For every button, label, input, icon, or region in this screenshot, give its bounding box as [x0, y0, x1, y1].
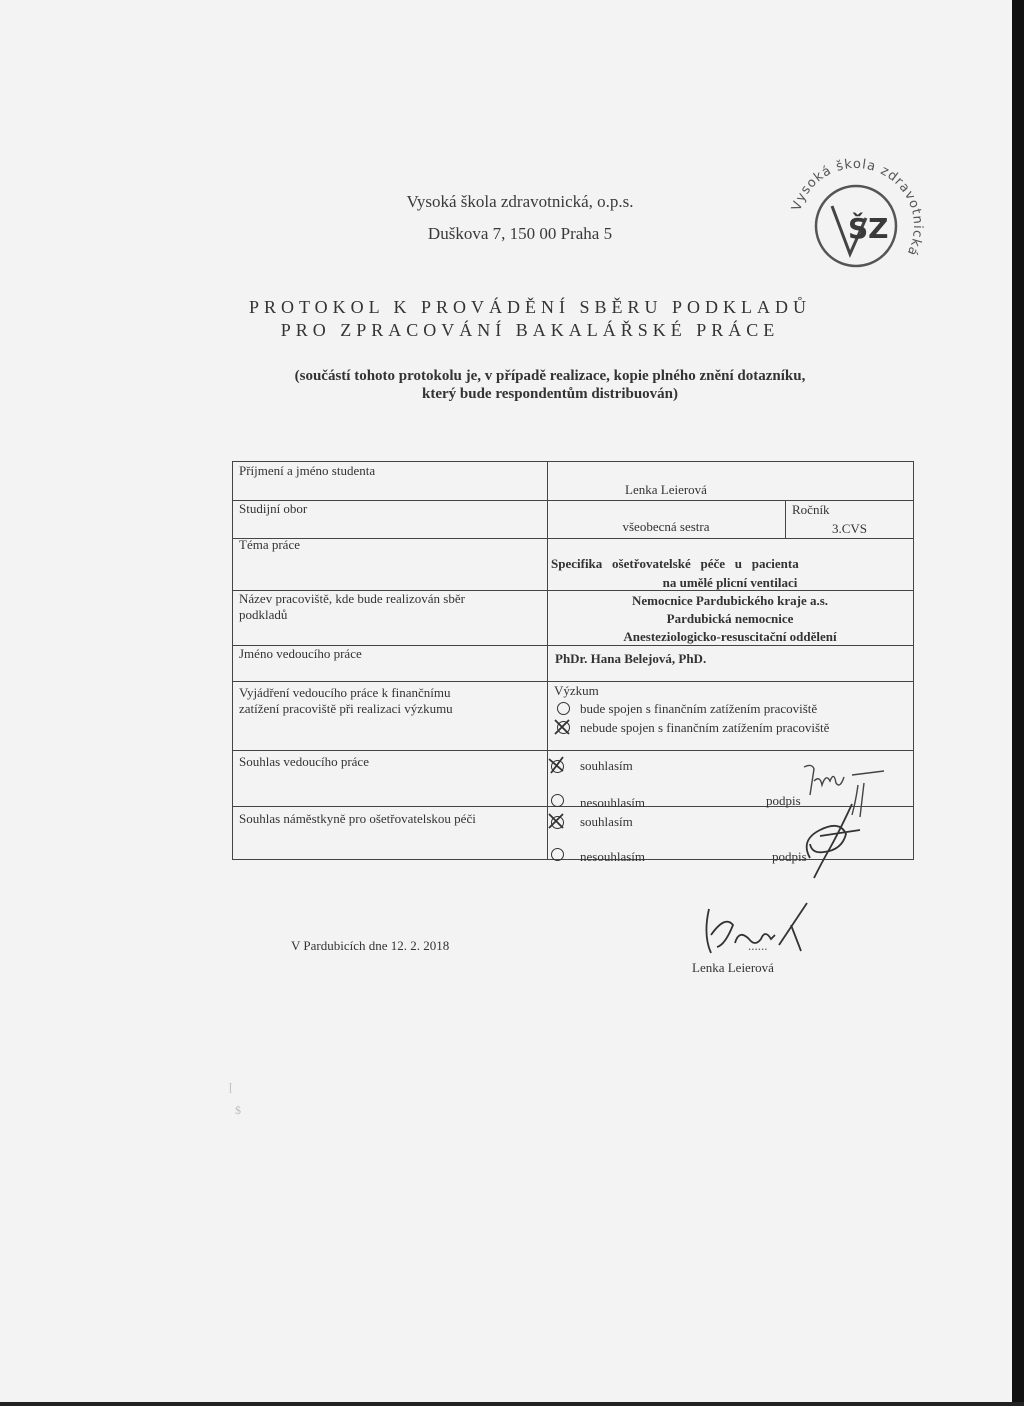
table-row-divider: [232, 500, 914, 501]
deputy-consent-label: Souhlas náměstkyně pro ošetřovatelskou péči: [239, 811, 476, 826]
year-value: 3.CVS: [831, 521, 868, 536]
supervisor-disagree-label: nesouhlasím: [580, 795, 645, 810]
school-address: Duškova 7, 150 00 Praha 5: [427, 224, 613, 243]
supervisor-label: Jméno vedoucího práce: [239, 646, 362, 661]
workplace-label-line1: Název pracoviště, kde bude realizován sběr: [239, 591, 465, 606]
deputy-disagree-radio[interactable]: [551, 848, 564, 861]
table-row-divider: [232, 681, 914, 682]
checked-cross-icon: [547, 812, 565, 830]
topic-value-line2: na umělé plicní ventilaci: [662, 575, 798, 590]
workplace-value-line3: Anesteziologicko-resuscitační oddělení: [623, 629, 837, 644]
student-name-value: Lenka Leierová: [625, 482, 707, 497]
field-of-study-value: všeobecná sestra: [622, 519, 710, 534]
workplace-value-line1: Nemocnice Pardubického kraje a.s.: [631, 593, 829, 608]
supervisor-value: PhDr. Hana Belejová, PhD.: [555, 651, 707, 666]
burden-no-label: nebude spojen s finančním zatížením pracoviště: [580, 720, 830, 735]
workplace-value-line2: Pardubická nemocnice: [666, 611, 794, 626]
document-title-line2: PRO ZPRACOVÁNÍ BAKALÁŘSKÉ PRÁCE: [280, 320, 780, 340]
topic-label: Téma práce: [239, 537, 300, 552]
scan-mark: $: [235, 1103, 241, 1117]
student-signature-icon: [695, 895, 825, 965]
deputy-agree-label: souhlasím: [580, 814, 633, 829]
year-label: Ročník: [792, 502, 830, 517]
document-subtitle-line2: který bude respondentům distribuován): [421, 386, 679, 402]
stamp-monogram: ŠZ: [848, 212, 889, 245]
supervisor-signature-label: podpis: [766, 793, 801, 808]
student-name-signature: Lenka Leierová: [692, 960, 774, 975]
place-and-date: V Pardubicích dne 12. 2. 2018: [291, 938, 450, 953]
document-title-line1: PROTOKOL K PROVÁDĚNÍ SBĚRU PODKLADŮ: [248, 297, 812, 317]
field-of-study-label: Studijní obor: [239, 501, 308, 516]
table-row-divider: [232, 750, 914, 751]
scan-edge-right: [1012, 0, 1024, 1406]
topic-value-line1: Specifika ošetřovatelské péče u pacienta: [551, 556, 799, 571]
document-subtitle-line1: (součástí tohoto protokolu je, v případě realizace, kopie plného znění dotazníku,: [294, 368, 806, 384]
burden-yes-label: bude spojen s finančním zatížením pracoviště: [580, 701, 818, 716]
burden-yes-radio[interactable]: [557, 702, 570, 715]
deputy-signature-label: podpis: [772, 849, 807, 864]
supervisor-agree-label: souhlasím: [580, 758, 633, 773]
supervisor-disagree-radio[interactable]: [551, 794, 564, 807]
signature-dotted-line: ......: [748, 938, 768, 953]
scan-mark: [: [229, 1080, 233, 1094]
table-row-divider: [232, 538, 914, 539]
financial-burden-label-line2: zatížení pracoviště při realizaci výzkumu: [239, 701, 453, 716]
school-name: Vysoká škola zdravotnická, o.p.s.: [406, 192, 634, 211]
supervisor-consent-label: Souhlas vedoucího práce: [239, 754, 369, 769]
workplace-label-line2: podkladů: [239, 607, 288, 622]
research-label: Výzkum: [554, 683, 599, 698]
deputy-disagree-label: nesouhlasím: [580, 849, 645, 864]
scan-edge-bottom: [0, 1402, 1024, 1406]
deputy-signature-icon: [790, 800, 870, 880]
student-name-label: Příjmení a jméno studenta: [239, 463, 376, 478]
financial-burden-label-line1: Vyjádření vedoucího práce k finančnímu: [239, 685, 451, 700]
school-stamp-icon: [776, 156, 936, 296]
stamp-ring-text: Vysoká škola zdravotnická: [789, 156, 926, 259]
checked-cross-icon: [547, 756, 565, 774]
checked-cross-icon: [553, 718, 571, 736]
